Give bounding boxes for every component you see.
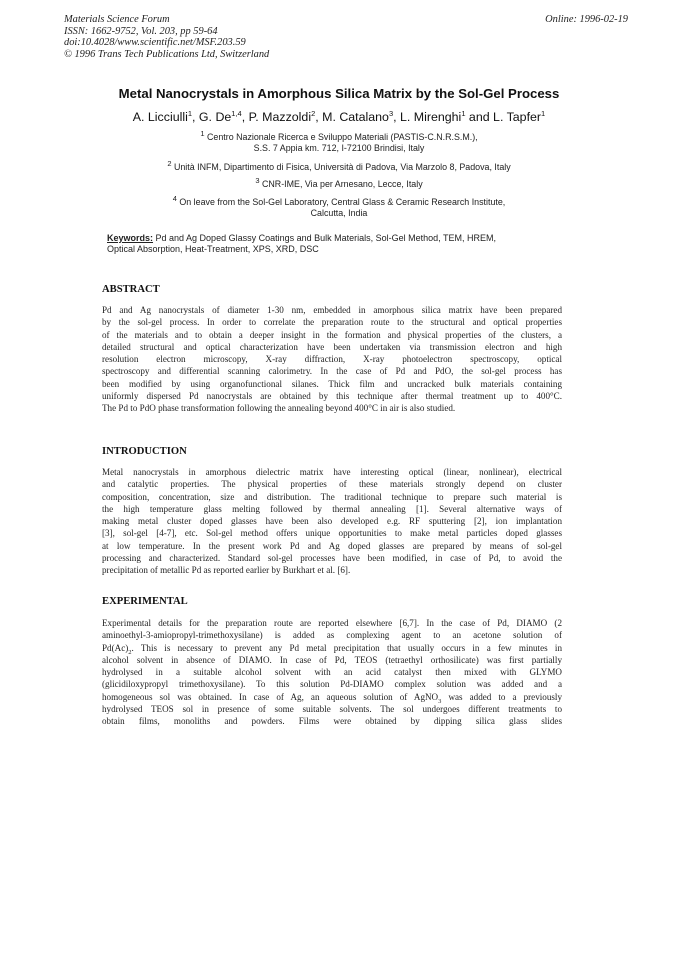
copyright-line: © 1996 Trans Tech Publications Ltd, Switzerland <box>64 48 270 60</box>
affiliation-line: CNR-IME, Via per Arnesano, Lecce, Italy <box>261 179 423 189</box>
text-line: [3], sol-gel [4-7], etc. Sol-gel method offers unique opportunities to make metal particles doped glasses <box>102 528 562 539</box>
affiliation-line: Calcutta, India <box>310 208 368 218</box>
text-line: hydrolysed TEOS sol in presence of some suitable solvents. The sol undergoes different treatments to <box>102 704 562 715</box>
text-line: obtain films, monoliths and powders. Films were obtained by dipping silica glass slides <box>102 716 562 727</box>
experimental-heading: EXPERIMENTAL <box>102 596 188 607</box>
text-line: hydrolysed in a suitable alcohol solvent with an acid catalyst then mixed with GLYMO <box>102 667 562 678</box>
introduction-body <box>102 466 562 577</box>
affiliation-line: On leave from the Sol-Gel Laboratory, Central Glass & Ceramic Research Institute, <box>179 197 506 207</box>
keywords <box>107 233 577 255</box>
text-line: Pd and Ag nanocrystals of diameter 1-30 nm, embedded in amorphous silica matrix have been prepared <box>102 305 562 315</box>
author-affiliation-mark: 2 <box>311 108 316 118</box>
author-affiliation-mark: 1 <box>461 108 466 118</box>
affiliation-4 <box>0 194 678 219</box>
text-line: uniformly dispersed Pd nanocrystals are obtained by this technique after thermal treatment up to 400°C. <box>102 391 562 402</box>
text-line: and catalytic properties. The physical properties of these materials strongly depend on cluster <box>102 479 562 490</box>
text-line: of the materials and to obtain a deeper insight in the formation and physical properties of the clusters, a <box>102 329 562 340</box>
author-affiliation-mark: 1 <box>187 108 193 118</box>
text-line: been modified by using organofunctional silanes. Thick film and uncracked bulk materials containing <box>102 378 562 389</box>
text-line <box>102 691 562 703</box>
author-separator: , <box>315 110 323 124</box>
keywords-text: Optical Absorption, Heat-Treatment, XPS, XRD, DSC <box>107 244 319 254</box>
text-fragment: homogeneous sol was obtained. In case of Ag, an aqueous solution of AgNO <box>102 691 439 702</box>
formula-subscript: 3 <box>438 697 442 705</box>
text-fragment: was added to a previously <box>441 691 562 702</box>
author-affiliation-mark: 1,4 <box>231 108 242 118</box>
text-line: precipitation of metallic Pd as reported earlier by Burkhart et al. [6]. <box>102 565 351 576</box>
text-line: making metal cluster doped glasses have been also developed e.g. RF sputtering [2], ion implantation <box>102 516 562 527</box>
text-line: processing and characterized. Standard sol-gel processes have been modified, in case of Pd, to avoid the <box>102 553 562 564</box>
introduction-heading: INTRODUCTION <box>102 446 187 457</box>
formula-subscript: 2 <box>128 648 132 656</box>
paper-title: Metal Nanocrystals in Amorphous Silica Matrix by the Sol-Gel Process <box>118 86 560 101</box>
text-line: spectroscopy and differential scanning calorimetry. In the case of Pd and PdO, the sol-gel process has <box>102 366 562 377</box>
keywords-label: Keywords: <box>107 233 154 243</box>
text-fragment: . This is necessary to prevent any Pd metal precipitation that usually occurs in a few minutes in <box>131 642 562 653</box>
abstract-body <box>102 304 562 415</box>
author: L. Mirenghi <box>400 110 462 124</box>
text-line: at low temperature. In the present work Pd and Ag doped glasses are prepared by means of sol-gel <box>102 540 562 551</box>
author: L. Tapfer <box>493 110 542 124</box>
text-line: (glicidiloxypropyl trimethoxysilane). To this solution Pd-DIAMO complex solution was added and a <box>102 679 562 690</box>
author-affiliation-mark: 3 <box>388 108 394 118</box>
author: P. Mazzoldi <box>248 110 312 124</box>
doi-line: doi:10.4028/www.scientific.net/MSF.203.59 <box>64 37 246 49</box>
text-line: composition, concentration, size and distribution. The traditional technique to prepare such material is <box>102 491 562 502</box>
author-conjunction: and <box>465 110 494 124</box>
affiliation-mark: 2 <box>167 159 172 169</box>
journal-name: Materials Science Forum <box>64 14 170 25</box>
author-affiliation-mark: 1 <box>541 108 546 118</box>
affiliation-line: Unità INFM, Dipartimento di Fisica, Università di Padova, Via Marzolo 8, Padova, Italy <box>173 162 511 172</box>
author: G. De <box>198 110 232 124</box>
text-line: alcohol solvent in absence of DIAMO. In case of Pd, TEOS (tetraethyl orthosilicate) was first partially <box>102 654 562 665</box>
author-separator: , <box>393 110 401 124</box>
author-list <box>0 110 678 124</box>
text-line: the high temperature glass melting followed by thermal annealing [1]. Several alternative ways of <box>102 503 562 514</box>
text-line: The Pd to PdO phase transformation following the annealing beyond 400°C in air is also studied. <box>102 403 456 414</box>
author: A. Licciulli <box>132 110 188 124</box>
text-line: resolution electron microscopy, X-ray diffraction, X-ray photoelectron spectroscopy, optical <box>102 354 562 365</box>
affiliation-1 <box>0 129 678 154</box>
affiliation-3 <box>0 176 678 190</box>
keywords-text: Pd and Ag Doped Glassy Coatings and Bulk Materials, Sol-Gel Method, TEM, HREM, <box>153 233 497 243</box>
text-line: Experimental details for the preparation route are reported elsewhere [6,7]. In the case of Pd, DIAMO (2 <box>102 618 562 628</box>
text-line: by the sol-gel process. In order to correlate the preparation route to the structural and optical properties <box>102 317 562 328</box>
chemical-formula: Pd(Ac) <box>102 642 129 653</box>
affiliation-mark: 1 <box>200 129 205 139</box>
affiliation-mark: 4 <box>172 194 177 204</box>
author-separator: , <box>192 110 199 124</box>
publication-header <box>64 14 269 60</box>
author: M. Catalano <box>322 110 389 124</box>
affiliation-2 <box>0 159 678 173</box>
affiliation-mark: 3 <box>255 176 260 186</box>
online-date: Online: 1996-02-19 <box>545 14 628 25</box>
author-separator: , <box>241 110 249 124</box>
experimental-body <box>102 617 562 728</box>
abstract-heading: ABSTRACT <box>102 284 160 295</box>
affiliation-line: S.S. 7 Appia km. 712, I-72100 Brindisi, Italy <box>253 143 425 153</box>
affiliation-line: Centro Nazionale Ricerca e Sviluppo Materiali (PASTIS-C.N.R.S.M.), <box>207 132 478 142</box>
text-line: aminoethyl-3-amiopropyl-trimethoxysilane) is added as complexing agent to an acetone solution of <box>102 630 562 641</box>
text-line: Metal nanocrystals in amorphous dielectric matrix have interesting optical (linear, nonlinear), electrical <box>102 467 562 477</box>
issn-line: ISSN: 1662-9752, Vol. 203, pp 59-64 <box>64 25 218 37</box>
text-line: detailed structural and optical characterization have been undertaken via transmission electron and high <box>102 341 562 352</box>
text-line <box>102 642 562 654</box>
